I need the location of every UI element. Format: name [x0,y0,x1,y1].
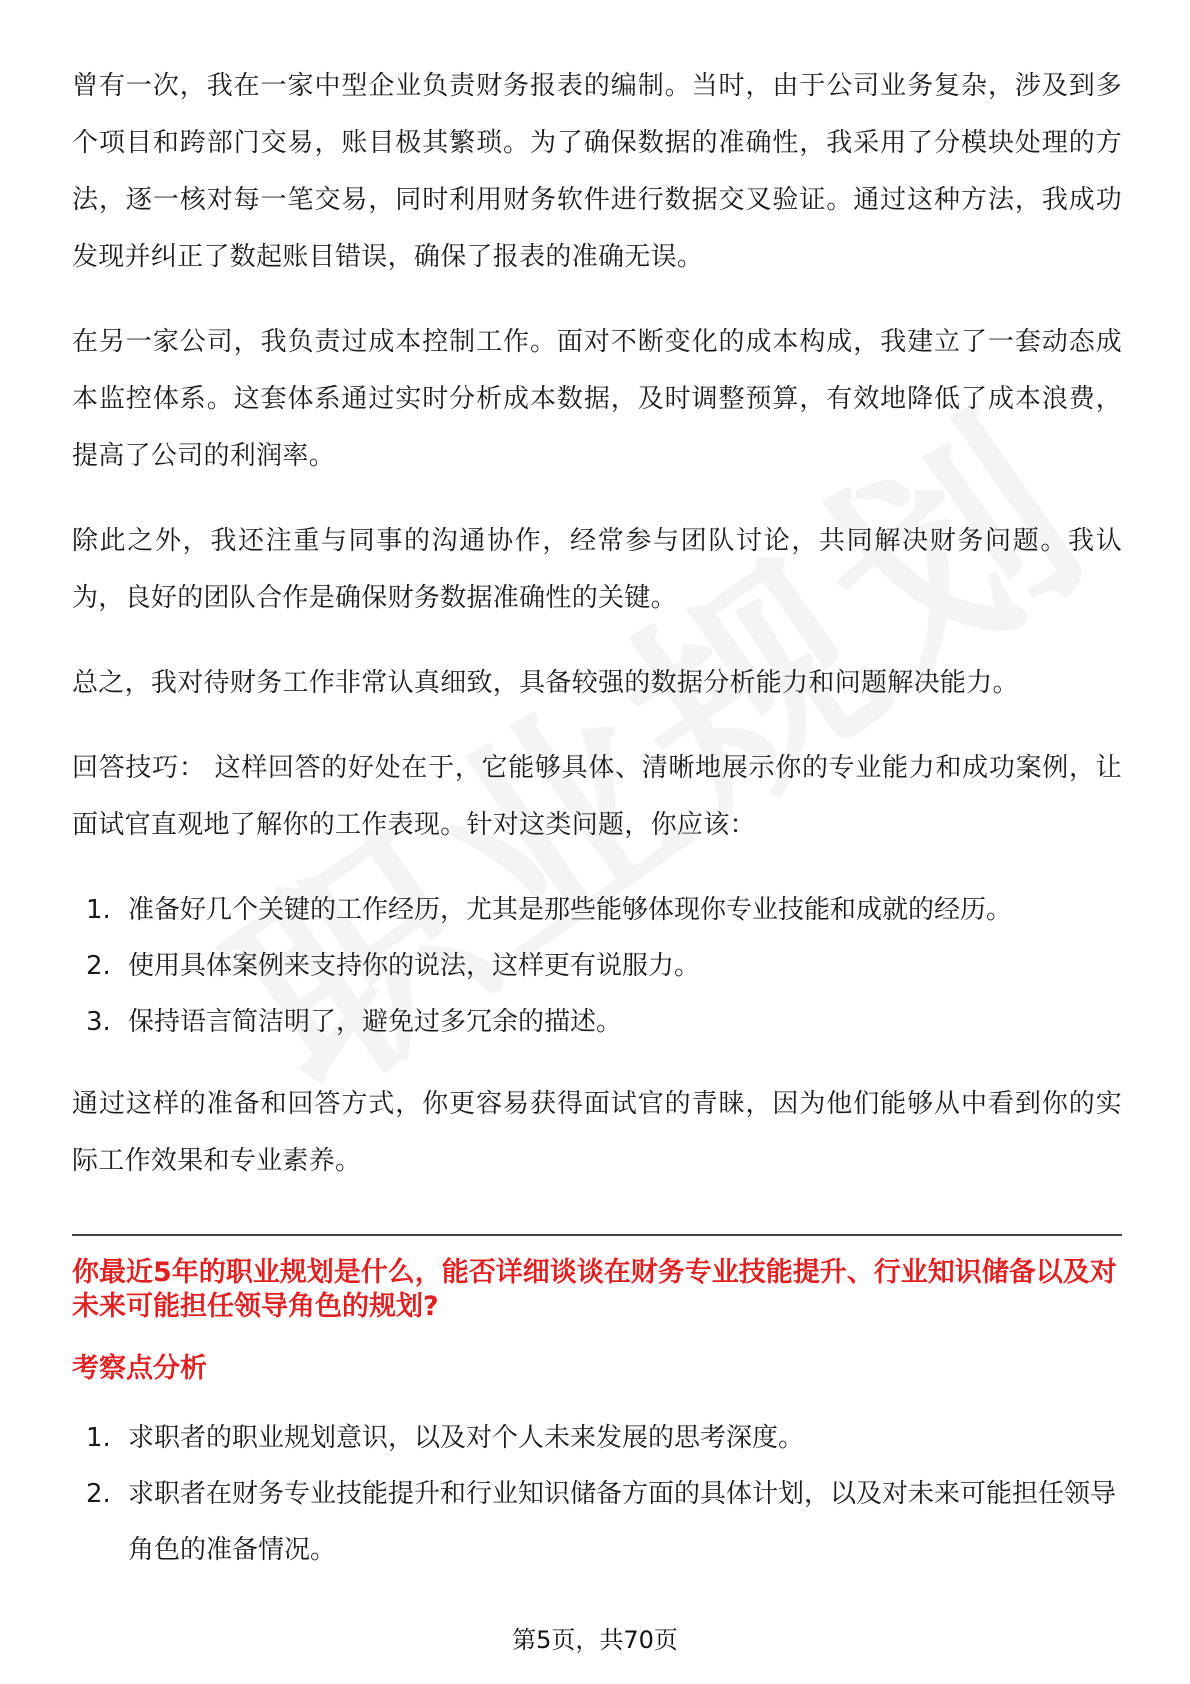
list-item-text: 准备好几个关键的工作经历，尤其是那些能够体现你专业技能和成就的经历。 [128,895,1013,925]
analysis-heading: 考察点分析 [72,1353,207,1384]
answer-tips-paragraph: 回答技巧： 这样回答的好处在于，它能够具体、清晰地展示你的专业能力和成功案例，让面试官直观地了解你的工作表现。针对这类问题，你应该： [72,753,1122,840]
page-footer: 第5页，共70页 [512,1626,678,1654]
paragraph-1: 曾有一次，我在一家中型企业负责财务报表的编制。当时，由于公司业务复杂，涉及到多个项目和跨部门交易，账目极其繁琐。为了确保数据的准确性，我采用了分模块处理的方法，逐一核对每一笔交易，同时利用财务软件进行数据交叉验证。通过这种方法，我成功发现并纠正了数起账目错误，确保了报表的准确无误。 [72,71,1122,272]
list-item [72,1466,1122,1578]
list-number: 2. [86,951,111,981]
closing-paragraph: 通过这样的准备和回答方式，你更容易获得面试官的青睐，因为他们能够从中看到你的实际工作效果和专业素养。 [72,1089,1122,1176]
list-item-text: 保持语言简洁明了，避免过多冗余的描述。 [128,1007,623,1037]
list-item [72,1410,1122,1466]
page-content [72,58,1122,1604]
list-item [72,994,1122,1050]
list-item-text: 使用具体案例来支持你的说法，这样更有说服力。 [128,951,701,981]
tips-list [72,882,1122,1050]
list-number: 1. [86,1423,111,1453]
question-heading: 你最近5年的职业规划是什么，能否详细谈谈在财务专业技能提升、行业知识储备以及对未来可能担任领导角色的规划? [72,1257,1117,1322]
list-item [72,938,1122,994]
list-item-text: 求职者在财务专业技能提升和行业知识储备方面的具体计划，以及对未来可能担任领导角色的准备情况。 [128,1479,1117,1565]
list-item-text: 求职者的职业规划意识，以及对个人未来发展的思考深度。 [128,1423,805,1453]
list-number: 3. [86,1007,111,1037]
paragraph-3: 除此之外，我还注重与同事的沟通协作，经常参与团队讨论，共同解决财务问题。我认为，良好的团队合作是确保财务数据准确性的关键。 [72,526,1122,613]
section-divider [72,1234,1122,1236]
paragraph-2: 在另一家公司，我负责过成本控制工作。面对不断变化的成本构成，我建立了一套动态成本监控体系。这套体系通过实时分析成本数据，及时调整预算，有效地降低了成本浪费，提高了公司的利润率。 [72,327,1122,471]
list-item [72,882,1122,938]
paragraph-4: 总之，我对待财务工作非常认真细致，具备较强的数据分析能力和问题解决能力。 [72,668,1019,698]
analysis-list [72,1410,1122,1578]
list-number: 1. [86,895,111,925]
list-number: 2. [86,1479,111,1509]
